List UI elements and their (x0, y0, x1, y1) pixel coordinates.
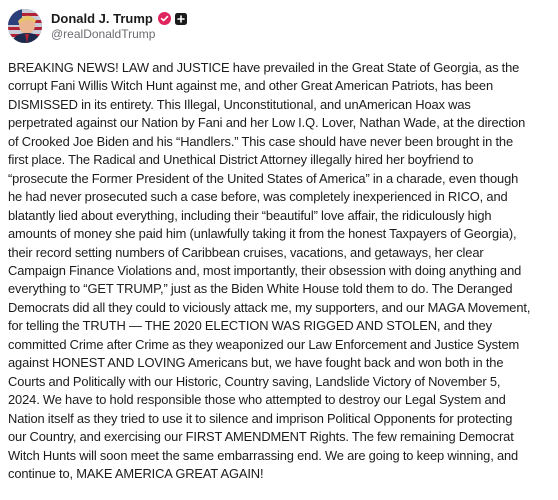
post-header (8, 8, 550, 44)
verified-badge-icon (158, 12, 171, 25)
post-body-line: against HONEST AND LOVING Americans but, we have fought back and won both in the (8, 355, 504, 371)
avatar-image-icon (8, 9, 42, 43)
post-body (8, 59, 554, 483)
platform-badge-icon (175, 13, 187, 25)
post-body-line: amounts of money she paid him (unlawfully taking it from the honest Taxpayers of Georgia), (8, 226, 517, 242)
post-body-line: 2024. We have to hold responsible those who attempted to destroy our Legal System and (8, 392, 506, 408)
post-body-line: Campaign Finance Violations and, most importantly, their obsession with doing anything and (8, 262, 522, 278)
post-body-line: DISMISSED in its entirety. This Illegal, Unconstitutional, and unAmerican Hoax was (8, 96, 471, 112)
author-name[interactable]: Donald J. Trump (51, 10, 153, 26)
post-body-line: corrupt Fani Willis Witch Hunt against me, and other Great American Patriots, has been (8, 78, 494, 94)
avatar[interactable] (8, 9, 42, 43)
post-body-line: perpetrated against our Nation by Fani and her Low I.Q. Lover, Nathan Wade, at the direction (8, 115, 526, 131)
post-body-line: blatantly lied about everything, including their “beautiful” love affair, the ridiculously high (8, 207, 492, 223)
post-body-line: Democrats did all they could to viciously attack me, my supporters, and our MAGA Movement, (8, 299, 531, 315)
post-body-line: continue to, MAKE AMERICA GREAT AGAIN! (8, 465, 264, 481)
post-body-line: Witch Hunts will soon meet the same embarrassing end. We are going to keep winning, and (8, 447, 519, 463)
post-body-line: Nation itself as they tried to use it to silence and imprison Political Opponents for protecting (8, 410, 513, 426)
post-body-line: our Country, and exercising our FIRST AMENDMENT Rights. The few remaining Democrat (8, 429, 514, 445)
post-body-line: their record setting numbers of Caribbean cruises, vacations, and getaways, her clear (8, 244, 484, 260)
post-body-line: committed Crime after Crime as they weaponized our Law Enforcement and Justice System (8, 336, 520, 352)
post-body-line: “prosecute the Former President of the United States of America” in a charade, even though (8, 170, 519, 186)
post-body-line: BREAKING NEWS! LAW and JUSTICE have prevailed in the Great State of Georgia, as the (8, 60, 520, 75)
post-body-line: Courts and Politically with our Historic, Country saving, Landslide Victory of November 5, (8, 373, 501, 389)
post-body-line: of Crooked Joe Biden and his “Handlers.” This case should have never been brought in the (8, 133, 514, 149)
author-name-row (51, 11, 187, 27)
author-identity (51, 11, 187, 42)
author-handle[interactable]: @realDonaldTrump (51, 26, 156, 41)
post-body-line: for telling the TRUTH — THE 2020 ELECTION WAS RIGGED AND STOLEN, and they (8, 318, 492, 334)
post-body-line: first place. The Radical and Unethical District Attorney illegally hired her boyfriend to (8, 152, 474, 168)
post-body-line: everything to “GET TRUMP,” just as the Biden White House told them to do. The Deranged (8, 281, 513, 297)
post-body-line: he had never prosecuted such a case before, was completely inexperienced in RICO, and (8, 189, 508, 205)
